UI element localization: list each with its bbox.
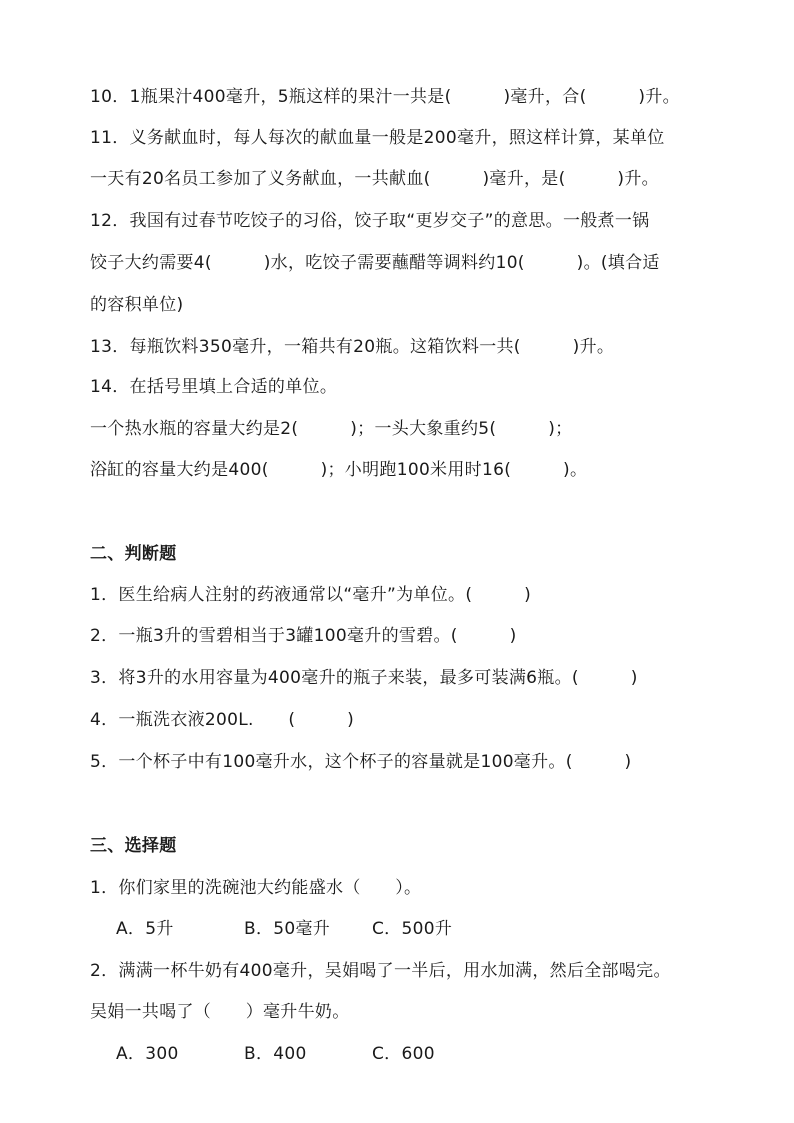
choice-q1-option-c: C．500升 [372, 919, 453, 939]
judgement-item-3: 3．将3升的水用容量为400毫升的瓶子来装，最多可装满6瓶。( ) [90, 668, 638, 688]
choice-q2-option-c: C．600 [372, 1044, 435, 1064]
choice-q2-options [116, 1043, 754, 1065]
question-13: 13．每瓶饮料350毫升，一箱共有20瓶。这箱饮料一共( )升。 [90, 337, 615, 357]
question-12-line2: 饺子大约需要4( )水，吃饺子需要蘸醋等调料约10( )。(填合适 [90, 253, 660, 273]
judgement-item-1: 1．医生给病人注射的药液通常以“毫升”为单位。( ) [90, 585, 532, 605]
choice-q2-option-a: A．300 [116, 1044, 179, 1064]
choice-q1-option-b: B．50毫升 [244, 919, 331, 939]
question-14: 14．在括号里填上合适的单位。 [90, 377, 338, 397]
question-12-line3: 的容积单位) [90, 295, 184, 315]
judgement-item-2: 2．一瓶3升的雪碧相当于3罐100毫升的雪碧。( ) [90, 626, 517, 646]
question-12-line1: 12．我国有过春节吃饺子的习俗，饺子取“更岁交子”的意思。一般煮一锅 [90, 211, 650, 231]
section-title-choice: 三、选择题 [90, 836, 177, 856]
question-14-line1: 一个热水瓶的容量大约是2( )；一头大象重约5( )； [90, 419, 573, 439]
judgement-item-5: 5．一个杯子中有100毫升水，这个杯子的容量就是100毫升。( ) [90, 752, 632, 772]
section-title-judgement: 二、判断题 [90, 544, 177, 564]
choice-q2-stem-line1: 2．满满一杯牛奶有400毫升，吴娟喝了一半后，用水加满，然后全部喝完。 [90, 961, 671, 981]
choice-q1-options [116, 918, 754, 940]
question-11-line1: 11．义务献血时，每人每次的献血量一般是200毫升，照这样计算，某单位 [90, 128, 665, 148]
choice-q2-stem-line2: 吴娟一共喝了（ ）毫升牛奶。 [90, 1002, 350, 1022]
question-14-line2: 浴缸的容量大约是400( )；小明跑100米用时16( )。 [90, 460, 588, 480]
judgement-item-4: 4．一瓶洗衣液200L. ( ) [90, 710, 355, 730]
question-11-line2: 一天有20名员工参加了义务献血，一共献血( )毫升，是( )升。 [90, 169, 659, 189]
choice-q2-option-b: B．400 [244, 1044, 307, 1064]
choice-q1-stem: 1．你们家里的洗碗池大约能盛水（ ）。 [90, 878, 422, 898]
choice-q1-option-a: A．5升 [116, 919, 174, 939]
question-10: 10．1瓶果汁400毫升，5瓶这样的果汁一共是( )毫升，合( )升。 [90, 87, 680, 107]
